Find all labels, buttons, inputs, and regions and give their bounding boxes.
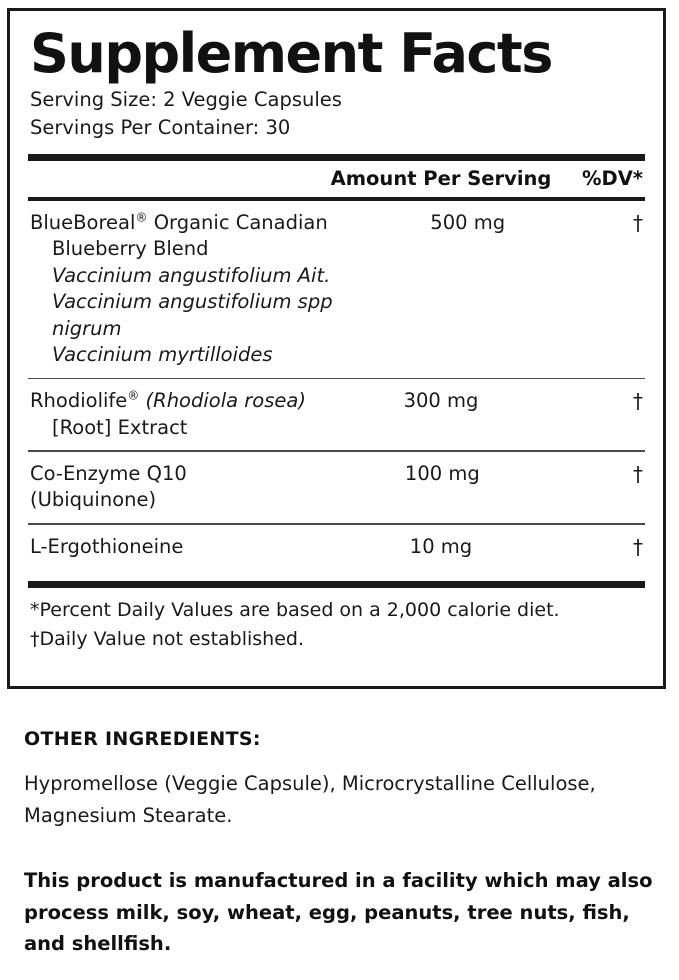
nutrient-name <box>28 534 315 561</box>
footnotes <box>28 588 645 653</box>
nutrient-name-main: BlueBoreal <box>30 210 136 234</box>
divider-heavy-bottom <box>28 581 645 588</box>
nutrient-amount: 10 mg <box>409 534 473 558</box>
nutrient-name <box>28 388 315 441</box>
supplement-facts-panel <box>7 8 666 689</box>
nutrient-daily-value: † <box>633 210 643 235</box>
table-row <box>28 379 645 450</box>
nutrient-subline: Vaccinium myrtilloides <box>52 343 273 367</box>
panel-title: Supplement Facts <box>30 22 552 85</box>
divider-heavy-top <box>28 154 645 161</box>
footnote-dv-not-established: †Daily Value not established. <box>30 627 305 650</box>
nutrient-name-main: Rhodiolife <box>30 389 128 413</box>
nutrient-daily-value: † <box>633 461 643 486</box>
nutrient-daily-value: † <box>633 534 643 559</box>
column-header-row <box>28 161 645 197</box>
header-percent-daily-value: %DV* <box>581 166 643 190</box>
nutrient-amount: 100 mg <box>404 461 480 485</box>
nutrient-subline: Vaccinium angustifolium spp nigrum <box>52 290 333 340</box>
nutrient-name <box>28 210 358 369</box>
nutrient-name-main: L-Ergothioneine <box>30 534 184 558</box>
servings-per-container-text: Servings Per Container: 30 <box>30 115 291 139</box>
footnote-daily-value-basis: *Percent Daily Values are based on a 2,000 calorie diet. <box>30 599 560 622</box>
nutrient-amount: 500 mg <box>430 210 506 234</box>
table-row <box>28 201 645 378</box>
nutrient-name <box>28 461 317 514</box>
nutrient-subline: Blueberry Blend <box>52 237 209 261</box>
nutrient-subline: [Root] Extract <box>52 415 188 439</box>
nutrient-daily-value: † <box>633 389 643 414</box>
nutrient-name-main: Co-Enzyme Q10 (Ubiquinone) <box>30 461 187 512</box>
other-ingredients-heading: OTHER INGREDIENTS: <box>24 728 261 750</box>
registered-mark: ® <box>127 388 140 403</box>
other-ingredients-text: Hypromellose (Veggie Capsule), Microcrystalline Cellulose, Magnesium Stearate. <box>24 772 596 827</box>
other-ingredients-block <box>24 728 654 960</box>
header-amount-per-serving: Amount Per Serving <box>330 166 552 190</box>
nutrient-name-rest: Organic Canadian <box>147 210 328 234</box>
nutrient-subline: Vaccinium angustifolium Ait. <box>52 263 331 287</box>
table-row <box>28 525 645 570</box>
registered-mark: ® <box>135 210 148 225</box>
serving-size-text: Serving Size: 2 Veggie Capsules <box>30 88 342 112</box>
table-row <box>28 452 645 523</box>
nutrient-amount: 300 mg <box>403 389 479 413</box>
nutrient-name-rest: (Rhodiola rosea) <box>139 389 306 413</box>
allergen-statement: This product is manufactured in a facility which may also process milk, soy, wheat, egg, peanuts, tree nuts, fish, and shellfish. <box>24 869 653 956</box>
